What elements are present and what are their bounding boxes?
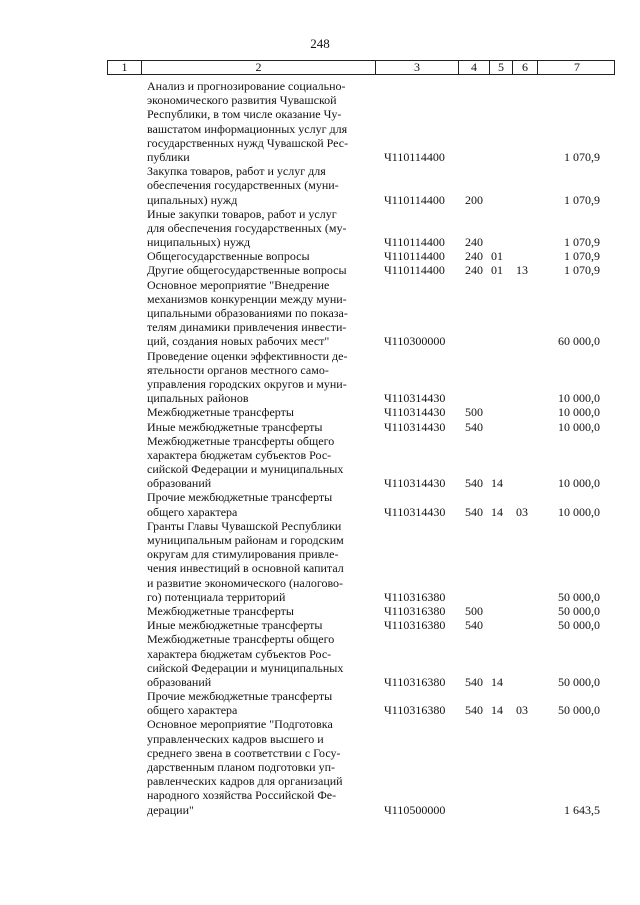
- header-col-7: 7: [574, 60, 580, 74]
- description-line: Межбюджетные трансферты общего: [147, 433, 335, 448]
- target-code: Ч110114400: [384, 149, 445, 164]
- table-row: [0, 689, 640, 717]
- description-line: среднего звена в соответствии с Госу-: [147, 745, 341, 760]
- amount: 1 070,9: [564, 263, 600, 278]
- expense-type: 540: [465, 419, 483, 434]
- row-description: [147, 278, 376, 349]
- header-col-1: 1: [108, 61, 142, 74]
- table-row: [0, 490, 640, 518]
- description-line: чения инвестиций в основной капитал: [147, 561, 344, 576]
- table-row: [0, 249, 640, 263]
- description-line: ятельности органов местного само-: [147, 362, 329, 377]
- description-line: Основное мероприятие "Внедрение: [147, 277, 330, 292]
- description-line: государственных нужд Чувашской Рес-: [147, 135, 349, 150]
- row-description: [147, 207, 376, 250]
- header-col-4: 4: [459, 61, 490, 74]
- description-line: телям динамики привлечения инвести-: [147, 320, 347, 335]
- table-row: [0, 618, 640, 632]
- target-code: Ч110114400: [384, 235, 445, 250]
- description-line: Межбюджетные трансферты: [147, 603, 294, 618]
- description-line: ций, создания новых рабочих мест": [147, 334, 330, 349]
- description-line: Прочие межбюджетные трансферты: [147, 490, 333, 505]
- amount: 10 000,0: [558, 405, 600, 420]
- description-line: вашстатом информационных услуг для: [147, 121, 348, 136]
- section: 14: [491, 703, 503, 718]
- description-line: дарственным планом подготовки уп-: [147, 760, 336, 774]
- description-line: управления городских округов и муни-: [147, 376, 347, 391]
- target-code: Ч110316380: [384, 603, 446, 618]
- expense-type: 540: [465, 618, 483, 633]
- page-number: 248: [310, 36, 330, 51]
- header-col-2: 2: [142, 61, 376, 74]
- expense-type: 540: [465, 476, 483, 491]
- table-row: [0, 420, 640, 434]
- table-row: [0, 349, 640, 406]
- section: 01: [491, 263, 503, 278]
- target-code: Ч110114400: [384, 263, 445, 278]
- amount: 1 070,9: [564, 192, 600, 207]
- row-description: [147, 519, 376, 604]
- expense-type: 500: [465, 603, 483, 618]
- description-line: равленческих кадров для организаций: [147, 774, 343, 789]
- table-header: [107, 60, 615, 75]
- section: 14: [491, 504, 503, 519]
- row-description: [147, 618, 376, 632]
- target-code: Ч110500000: [384, 802, 446, 817]
- table-row: [0, 164, 640, 207]
- description-line: Другие общегосударственные вопросы: [147, 263, 347, 278]
- expense-type: 500: [465, 405, 483, 420]
- amount: 50 000,0: [558, 589, 600, 604]
- table-row: [0, 519, 640, 604]
- table-row: [0, 263, 640, 277]
- table-row: [0, 434, 640, 491]
- amount: 10 000,0: [558, 504, 600, 519]
- amount: 1 643,5: [564, 802, 600, 817]
- table-row: [0, 717, 640, 816]
- expense-type: 540: [465, 504, 483, 519]
- description-line: муниципальным районам и городским: [147, 533, 344, 547]
- description-line: ципальных районов: [147, 391, 249, 406]
- description-line: экономического развития Чувашской: [147, 93, 337, 108]
- target-code: Ч110314430: [384, 405, 446, 420]
- table-body: [0, 79, 640, 817]
- target-code: Ч110314430: [384, 419, 446, 434]
- target-code: Ч110314430: [384, 476, 446, 491]
- expense-type: 240: [465, 235, 483, 250]
- description-line: ципальных) нужд: [147, 192, 238, 207]
- description-line: Прочие межбюджетные трансферты: [147, 689, 333, 704]
- description-line: ниципальных) нужд: [147, 235, 251, 250]
- description-line: общего характера: [147, 703, 238, 718]
- description-line: публики: [147, 149, 190, 164]
- expense-type: 540: [465, 703, 483, 718]
- description-line: Межбюджетные трансферты общего: [147, 632, 335, 647]
- row-description: [147, 604, 376, 618]
- description-line: образований: [147, 674, 212, 689]
- description-line: ципальными образованиями по показа-: [147, 306, 348, 320]
- description-line: Проведение оценки эффективности де-: [147, 348, 348, 363]
- description-line: народного хозяйства Российской Фе-: [147, 788, 337, 803]
- target-code: Ч110316380: [384, 589, 446, 604]
- description-line: управленческих кадров высшего и: [147, 731, 324, 746]
- amount: 10 000,0: [558, 419, 600, 434]
- description-line: дерации": [147, 802, 194, 817]
- table-row: [0, 604, 640, 618]
- target-code: Ч110316380: [384, 703, 446, 718]
- description-line: Анализ и прогнозирование социально-: [147, 79, 346, 93]
- subsection: 03: [516, 504, 528, 519]
- description-line: округам для стимулирования привле-: [147, 547, 339, 562]
- row-description: [147, 420, 376, 434]
- amount: 50 000,0: [558, 618, 600, 633]
- table-row: [0, 405, 640, 419]
- header-col-6: 6: [513, 61, 538, 74]
- description-line: го) потенциала территорий: [147, 589, 286, 604]
- section: 14: [491, 476, 503, 491]
- row-description: [147, 405, 376, 419]
- section: 01: [491, 249, 503, 264]
- target-code: Ч110314430: [384, 391, 446, 406]
- description-line: обеспечения государственных (муни-: [147, 178, 339, 193]
- description-line: характера бюджетам субъектов Рос-: [147, 646, 332, 661]
- row-description: [147, 490, 376, 518]
- description-line: Межбюджетные трансферты: [147, 405, 294, 420]
- amount: 10 000,0: [558, 476, 600, 491]
- amount: 1 070,9: [564, 249, 600, 264]
- row-description: [147, 632, 376, 689]
- table-row: [0, 278, 640, 349]
- description-line: и развитие экономического (налогово-: [147, 575, 344, 590]
- row-description: [147, 164, 376, 207]
- table-row: [0, 207, 640, 250]
- header-col-5: 5: [490, 61, 513, 74]
- target-code: Ч110316380: [384, 618, 446, 633]
- target-code: Ч110300000: [384, 334, 446, 349]
- subsection: 03: [516, 703, 528, 718]
- expense-type: 540: [465, 674, 483, 689]
- amount: 60 000,0: [558, 334, 600, 349]
- description-line: образований: [147, 476, 212, 491]
- description-line: общего характера: [147, 504, 238, 519]
- amount: 50 000,0: [558, 703, 600, 718]
- description-line: Основное мероприятие "Подготовка: [147, 717, 333, 732]
- description-line: Иные межбюджетные трансферты: [147, 419, 323, 434]
- row-description: [147, 689, 376, 717]
- amount: 10 000,0: [558, 391, 600, 406]
- description-line: Гранты Главы Чувашской Республики: [147, 518, 342, 533]
- description-line: сийской Федерации и муниципальных: [147, 660, 344, 675]
- target-code: Ч110314430: [384, 504, 446, 519]
- expense-type: 240: [465, 263, 483, 278]
- table-row: [0, 79, 640, 164]
- description-line: Иные закупки товаров, работ и услуг: [147, 206, 337, 221]
- row-description: [147, 249, 376, 263]
- description-line: характера бюджетам субъектов Рос-: [147, 447, 332, 462]
- row-description: [147, 263, 376, 277]
- table-row: [0, 632, 640, 689]
- description-line: Иные межбюджетные трансферты: [147, 618, 323, 633]
- expense-type: 240: [465, 249, 483, 264]
- expense-type: 200: [465, 192, 483, 207]
- section: 14: [491, 674, 503, 689]
- target-code: Ч110316380: [384, 674, 446, 689]
- amount: 50 000,0: [558, 603, 600, 618]
- subsection: 13: [516, 263, 528, 278]
- row-description: [147, 349, 376, 406]
- description-line: Общегосударственные вопросы: [147, 249, 310, 264]
- amount: 1 070,9: [564, 149, 600, 164]
- amount: 50 000,0: [558, 674, 600, 689]
- description-line: Республики, в том числе оказание Чу-: [147, 107, 342, 122]
- row-description: [147, 434, 376, 491]
- description-line: Закупка товаров, работ и услуг для: [147, 164, 326, 179]
- description-line: для обеспечения государственных (му-: [147, 220, 347, 235]
- row-description: [147, 79, 376, 164]
- amount: 1 070,9: [564, 235, 600, 250]
- header-col-3: 3: [376, 61, 459, 74]
- target-code: Ч110114400: [384, 192, 445, 207]
- row-description: [147, 717, 376, 816]
- description-line: механизмов конкуренции между муни-: [147, 291, 347, 306]
- description-line: сийской Федерации и муниципальных: [147, 462, 344, 477]
- target-code: Ч110114400: [384, 249, 445, 264]
